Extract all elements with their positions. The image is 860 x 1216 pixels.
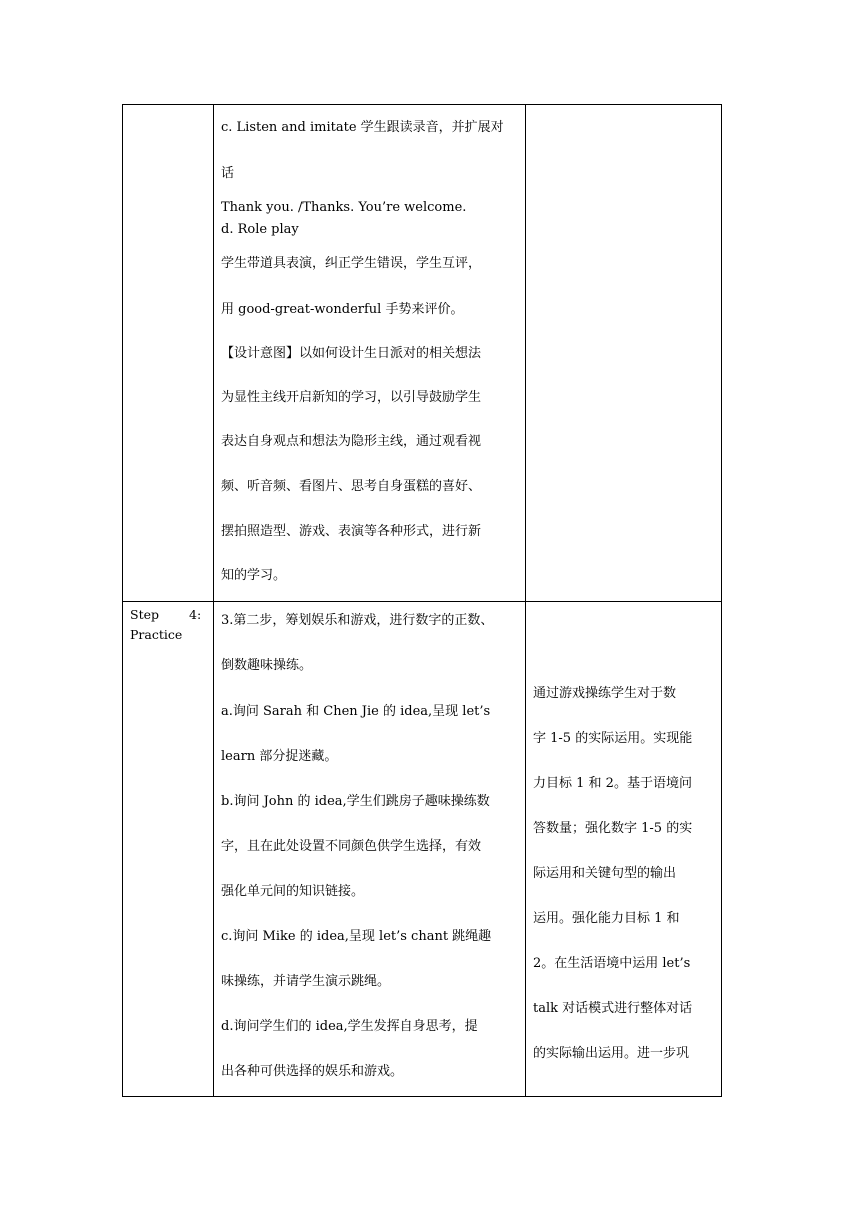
- step-name: Practice: [130, 627, 183, 642]
- text-line: 学生带道具表演，纠正学生错误，学生互评，: [221, 256, 482, 271]
- text-line: 用 good-great-wonderful 手势来评价。: [221, 302, 464, 317]
- text-line: 运用。强化能力目标 1 和: [533, 911, 680, 926]
- text-line: 强化单元间的知识链接。: [221, 884, 365, 899]
- text-line: 频、听音频、看图片、思考自身蛋糕的喜好、: [221, 479, 482, 494]
- row1-activity-cell: [221, 105, 521, 601]
- text-line: 际运用和关键句型的输出: [533, 866, 677, 881]
- text-line: Thank you. /Thanks. You’re welcome.: [221, 200, 467, 215]
- text-line: 力目标 1 和 2。基于语境问: [533, 776, 692, 791]
- text-line: 3.第二步，筹划娱乐和游戏，进行数字的正数、: [221, 613, 494, 628]
- text-line: 为显性主线开启新知的学习，以引导鼓励学生: [221, 390, 482, 405]
- text-line: 的实际输出运用。进一步巩: [533, 1046, 690, 1061]
- text-line: d. Role play: [221, 222, 299, 237]
- row2-step-cell: [123, 602, 213, 1096]
- text-line: d.询问学生们的 idea,学生发挥自身思考，提: [221, 1019, 478, 1034]
- text-line: a.询问 Sarah 和 Chen Jie 的 idea,呈现 let’s: [221, 704, 491, 719]
- text-line: c.询问 Mike 的 idea,呈现 let’s chant 跳绳趣: [221, 929, 492, 944]
- text-line: 摆拍照造型、游戏、表演等各种形式，进行新: [221, 524, 482, 539]
- text-line: 味操练，并请学生演示跳绳。: [221, 974, 391, 989]
- lesson-plan-table: [122, 104, 722, 1097]
- step-number: 4:: [189, 607, 202, 622]
- text-line: 通过游戏操练学生对于数: [533, 686, 677, 701]
- text-line: talk 对话模式进行整体对话: [533, 1001, 693, 1016]
- text-line: 字，且在此处设置不同颜色供学生选择，有效: [221, 839, 482, 854]
- text-line: b.询问 John 的 idea,学生们跳房子趣味操练数: [221, 794, 490, 809]
- text-line: 出各种可供选择的娱乐和游戏。: [221, 1064, 404, 1079]
- text-line: c. Listen and imitate 学生跟读录音，并扩展对: [221, 120, 504, 135]
- text-line: 字 1-5 的实际运用。实现能: [533, 731, 693, 746]
- text-line: learn 部分捉迷藏。: [221, 749, 338, 764]
- row2-intent-cell: [533, 602, 719, 1096]
- row2-activity-cell: [221, 602, 521, 1096]
- text-line: 话: [221, 166, 235, 181]
- step-label: Step: [130, 607, 159, 622]
- text-line: 倒数趣味操练。: [221, 658, 313, 673]
- text-line: 2。在生活语境中运用 let’s: [533, 956, 691, 971]
- text-line: 答数量；强化数字 1-5 的实: [533, 821, 693, 836]
- text-line: 【设计意图】以如何设计生日派对的相关想法: [221, 346, 482, 361]
- text-line: 知的学习。: [221, 568, 287, 583]
- text-line: 表达自身观点和想法为隐形主线，通过观看视: [221, 434, 482, 449]
